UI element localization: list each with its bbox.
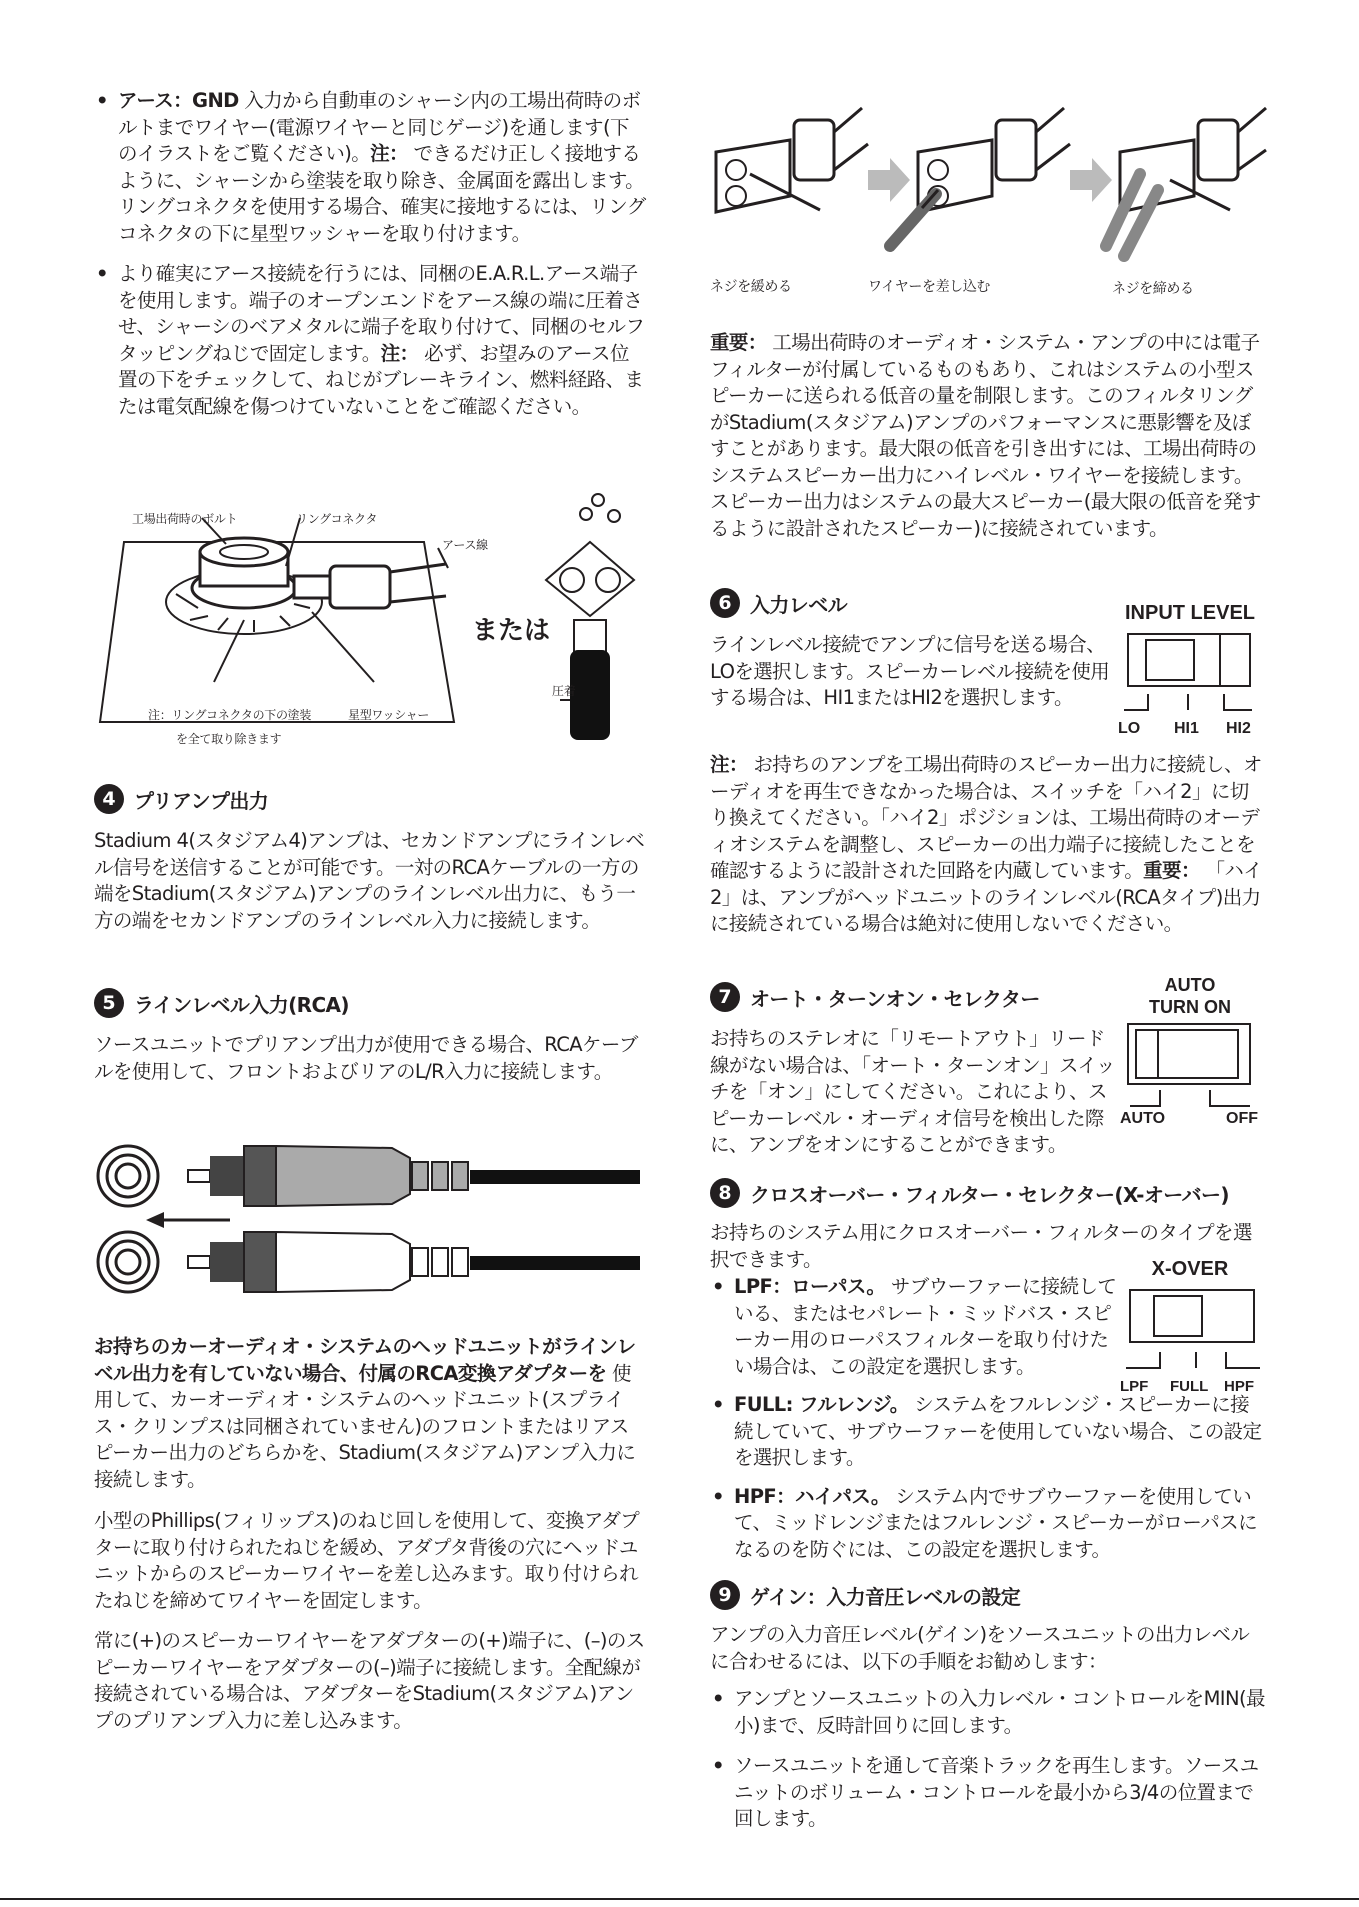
- step-2-drawing: [890, 108, 1070, 246]
- x-over-item-full: [710, 1392, 1266, 1472]
- adapter-steps-diagram: [710, 100, 1268, 270]
- bullet-text: より確実にアース接続を行うには、同梱のE.A.R.L.アース端子を使用します。端子のオープンエンドをアース線の端に圧着させ、シャーシのベアメタルに端子を取り付けて、同梱のセルフタッピングねじで固定します。: [118, 262, 645, 365]
- section-4-title: プリアンプ出力: [134, 788, 269, 813]
- input-level-hi1: HI1: [1174, 720, 1199, 737]
- note-label: 注：: [370, 142, 408, 165]
- adapter-paragraph-text: 使用して、カーオーディオ・システムのヘッドユニット(スプライス・クリンプスは同梱されていません)のフロントまたはリアスピーカー出力のどちらかを、Stadium(スタジアム)アンプ入力に接続します。: [94, 1361, 636, 1491]
- step-tighten-label: ネジを締める: [1112, 281, 1194, 297]
- important-paragraph: [710, 330, 1266, 542]
- section-9-intro: アンプの入力音圧レベル(ゲイン)をソースユニットの出力レベルに合わせるには、以下の手順をお勧めします：: [710, 1623, 1250, 1673]
- label-factory-bolt: 工場出荷時のボルト: [132, 512, 238, 526]
- ground-bullets: [94, 88, 646, 420]
- x-over-item-bold: FULL: フルレンジ。: [734, 1393, 909, 1416]
- step-3-drawing: [1106, 108, 1266, 256]
- section-8-header: [710, 1178, 1229, 1208]
- section-4-header: [94, 784, 268, 814]
- step-1-drawing: [716, 108, 868, 212]
- x-over-item-text: システム内でサブウーファーを使用していて、ミッドレンジまたはフルレンジ・スピーカーがローパスになるのを防ぐには、この設定を選択します。: [734, 1484, 1258, 1561]
- section-9-number: 9: [710, 1580, 740, 1610]
- section-6-body: ラインレベル接続でアンプに信号を送る場合、LOを選択します。スピーカーレベル接続を使用する場合は、HI1またはHI2を選択します。: [710, 633, 1110, 709]
- bullet-text: 入力から自動車のシャーシ内の工場出荷時のボルトまでワイヤー(電源ワイヤーと同じゲージ)を通します(下のイラストをご覧ください)。: [118, 89, 641, 165]
- section-6-header: [710, 588, 847, 618]
- input-level-hi2: HI2: [1226, 720, 1251, 737]
- x-over-hpf: HPF: [1224, 1378, 1254, 1395]
- section-9-list: [710, 1686, 1266, 1833]
- input-level-switch: [1112, 602, 1268, 742]
- auto-turn-on-off: OFF: [1226, 1110, 1258, 1127]
- bullet-bold: アース：GND: [118, 89, 239, 112]
- section-9-title: ゲイン：入力音圧レベルの設定: [750, 1584, 1021, 1609]
- x-over-title: X-OVER: [1151, 1258, 1229, 1280]
- bullet-ground-gnd: [94, 88, 646, 247]
- section-6-number: 6: [710, 588, 740, 618]
- note-label: 注：: [710, 753, 748, 776]
- section-7-header: [710, 982, 1040, 1012]
- screwdriver-paragraph: 小型のPhillips(フィリップス)のねじ回しを使用して、変換アダプターに取り付けられたねじを緩め、アダプタ背後の穴にヘッドユニットからのスピーカーワイヤーを差し込みます。取り付けられたねじを締めてワイヤーを固定します。: [94, 1509, 640, 1612]
- section-7-number: 7: [710, 982, 740, 1012]
- input-level-lo: LO: [1118, 720, 1141, 737]
- bullet-earl-terminal: [94, 261, 646, 420]
- auto-turn-on-switch: [1120, 974, 1268, 1134]
- label-paint-note-1: 注：リングコネクタの下の塗装: [148, 708, 312, 722]
- section-5-body: ソースユニットでプリアンプ出力が使用できる場合、RCAケーブルを使用して、フロントおよびリアのL/R入力に接続します。: [94, 1033, 638, 1083]
- step-loosen-label: ネジを緩める: [710, 279, 792, 295]
- input-level-switch-graphic: [1112, 630, 1268, 720]
- auto-turn-on-title-line-1: AUTO: [1164, 975, 1216, 995]
- label-paint-note-2: を全て取り除きます: [176, 732, 282, 746]
- section-7-title: オート・ターンオン・セレクター: [750, 986, 1040, 1011]
- section-6-title: 入力レベル: [750, 592, 847, 617]
- rca-illustration: [94, 1136, 646, 1306]
- hi2-note-paragraph: [710, 752, 1266, 938]
- section-8-list: [710, 1274, 1266, 1563]
- section-5-number: 5: [94, 988, 124, 1018]
- section-8-intro: お持ちのシステム用にクロスオーバー・フィルターのタイプを選択できます。: [710, 1221, 1252, 1271]
- label-or: または: [472, 616, 551, 646]
- section-8-title: クロスオーバー・フィルター・セレクター(X-オーバー): [750, 1182, 1229, 1207]
- gain-step-2: • ソースユニットを通して音楽トラックを再生します。ソースユニットのボリューム・コントロールを最小から3/4の位置まで回します。: [710, 1753, 1266, 1833]
- section-4-number: 4: [94, 784, 124, 814]
- section-7-body: お持ちのステレオに「リモートアウト」リード線がない場合は、「オート・ターンオン」スイッチを「オン」にしてください。これにより、スピーカーレベル・オーディオ信号を検出した際に、アンプをオンにすることができます。: [710, 1027, 1115, 1156]
- step-insert-label: ワイヤーを差し込む: [868, 279, 990, 295]
- gain-step-1: • アンプとソースユニットの入力レベル・コントロールをMIN(最小)まで、反時計回りに回します。: [710, 1686, 1266, 1739]
- auto-turn-on-title: [1120, 974, 1260, 1018]
- section-5-header: [94, 988, 349, 1018]
- note-text: お持ちのアンプを工場出荷時のスピーカー出力に接続し、オーディオを再生できなかった場合は、スイッチを「ハイ2」に切り換えてください。「ハイ2」ポジションは、工場出荷時のオーディオシステムを調整し、スピーカーの出力端子に接続したことを確認するように設計された回路を内蔵しています。: [710, 753, 1262, 882]
- auto-turn-on-switch-graphic: [1120, 1020, 1268, 1110]
- x-over-item-bold: HPF：ハイパス。: [734, 1484, 890, 1508]
- auto-turn-on-auto: AUTO: [1120, 1110, 1166, 1127]
- x-over-item-text: システムをフルレンジ・スピーカーに接続していて、サブウーファーを使用していない場合、この設定を選択します。: [734, 1393, 1262, 1469]
- note-text: できるだけ正しく接地するように、シャーシから塗装を取り除き、金属面を露出します。リングコネクタを使用する場合、確実に接地するには、リングコネクタの下に星型ワッシャーを取り付けます。: [118, 142, 646, 245]
- auto-turn-on-title-line-2: TURN ON: [1149, 997, 1231, 1017]
- note-label: 注：: [380, 341, 419, 365]
- x-over-item-hpf: [710, 1484, 1266, 1564]
- adapter-paragraph-bold: お持ちのカーオーディオ・システムのヘッドユニットがラインレベル出力を有していない場合、付属のRCA変換アダプターを: [94, 1335, 636, 1385]
- section-9-header: [710, 1580, 1020, 1610]
- x-over-item-lpf: [710, 1274, 1118, 1380]
- important-text: 工場出荷時のオーディオ・システム・アンプの中には電子フィルターが付属しているものもあり、これはシステムの小型スピーカーに送られる低音の量を制限します。このフィルタリングがStadium(スタジアム)アンプのパフォーマンスに悪影響を及ぼすことがあります。最大限の低音を引き出すには、工場出荷時のシステムスピーカー出力にハイレベル・ワイヤーを接続します。スピーカー出力はシステムの最大スピーカー(最大限の低音を発するように設計されたスピーカー)に接続されています。: [710, 331, 1261, 540]
- label-ground-wire: アース線: [442, 538, 488, 552]
- x-over-full: FULL: [1170, 1378, 1209, 1395]
- section-4-body: Stadium 4(スタジアム4)アンプは、セカンドアンプにラインレベル信号を送信することが可能です。一対のRCAケーブルの一方の端をStadium(スタジアム)アンプのラインレベル出力に、もう一方の端をセカンドアンプのラインレベル入力に接続します。: [94, 829, 645, 932]
- x-over-item-text: サブウーファーに接続している、またはセパレート・ミッドバス・スピーカー用のローパスフィルターを取り付けたい場合は、この設定を選択します。: [734, 1275, 1117, 1378]
- section-5-title: ラインレベル入力(RCA): [134, 992, 349, 1017]
- label-star-washer: 星型ワッシャー: [348, 708, 430, 722]
- polarity-paragraph: 常に(+)のスピーカーワイヤーをアダプターの(+)端子に、(–)のスピーカーワイヤーをアダプターの(–)端子に接続します。全配線が接続されている場合は、アダプターをStadium(スタジアム)アンプのプリアンプ入力に差し込みます。: [94, 1629, 645, 1732]
- ground-illustration: [94, 490, 646, 752]
- x-over-item-bold: LPF：ローパス。: [734, 1275, 886, 1298]
- page-footer-rule: [0, 1898, 1359, 1900]
- adapter-steps-illustration: [710, 100, 1268, 300]
- section-8-number: 8: [710, 1178, 740, 1208]
- note-text: 必ず、お望みのアース位置の下をチェックして、ねじがブレーキライン、燃料経路、または電気配線を傷つけていないことをご確認ください。: [118, 341, 644, 418]
- adapter-paragraph: [94, 1334, 646, 1493]
- label-crimp: 圧着: [552, 684, 576, 698]
- rca-cable-diagram: [94, 1136, 646, 1306]
- note-important-label: 重要：: [1143, 859, 1200, 882]
- input-level-title: INPUT LEVEL: [1124, 602, 1255, 624]
- note-important-text: 「ハイ2」は、アンプがヘッドユニットのラインレベル(RCAタイプ)出力に接続されている場合は絶対に使用しないでください。: [710, 859, 1263, 935]
- label-ring-connector: リングコネクタ: [296, 512, 378, 526]
- x-over-lpf: LPF: [1120, 1378, 1149, 1395]
- important-label: 重要：: [710, 331, 767, 354]
